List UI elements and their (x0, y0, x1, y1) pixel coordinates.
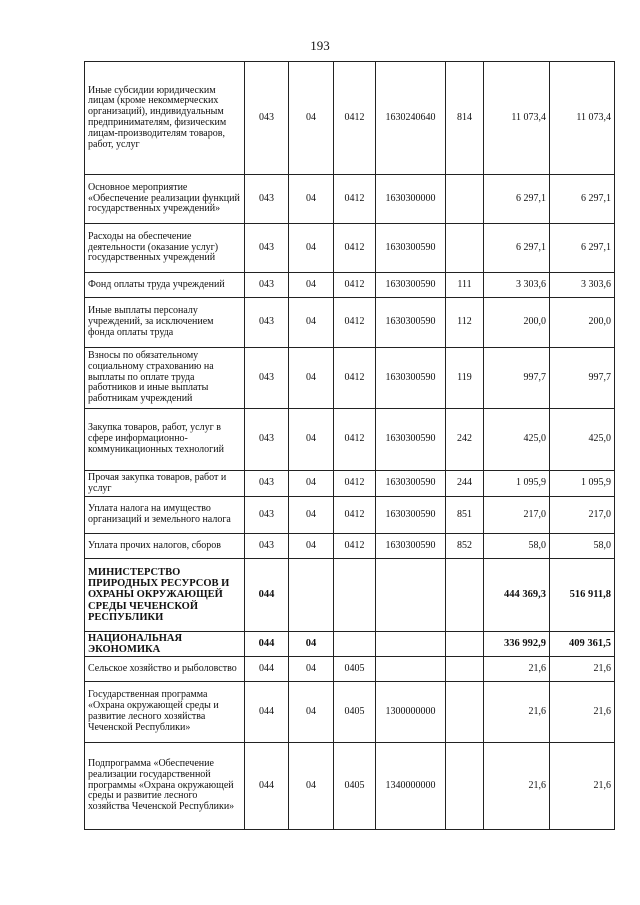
row-rz: 04 (289, 471, 334, 497)
row-rz: 04 (289, 743, 334, 830)
table-row (85, 62, 615, 175)
row-prz: 0412 (334, 471, 376, 497)
row-name: Прочая закупка товаров, работ и услуг (85, 471, 245, 497)
row-name: Иные выплаты персоналу учреждений, за исключением фонда оплаты труда (85, 298, 245, 348)
row-name: Государственная программа «Охрана окружающей среды и развитие лесного хозяйства Чеченской Республики» (85, 682, 245, 743)
row-name: Иные субсидии юридическим лицам (кроме некоммерческих организаций), индивидуальным предпринимателям, физическим лицам-производителям товаров, работ, услуг (85, 62, 245, 175)
row-name: Закупка товаров, работ, услуг в сфере информационно-коммуникационных технологий (85, 409, 245, 471)
row-sum-1: 21,6 (484, 743, 550, 830)
table-row (85, 657, 615, 682)
row-sum-1: 21,6 (484, 657, 550, 682)
row-sum-1: 21,6 (484, 682, 550, 743)
row-prz: 0412 (334, 175, 376, 224)
row-csr (376, 657, 446, 682)
row-ved: 043 (245, 348, 289, 409)
row-vr (446, 632, 484, 657)
row-sum-2: 11 073,4 (550, 62, 615, 175)
row-vr: 814 (446, 62, 484, 175)
row-vr: 112 (446, 298, 484, 348)
row-sum-2: 21,6 (550, 743, 615, 830)
table-row (85, 682, 615, 743)
row-sum-1: 444 369,3 (484, 559, 550, 632)
row-prz: 0412 (334, 534, 376, 559)
row-ved: 044 (245, 657, 289, 682)
row-prz: 0412 (334, 224, 376, 273)
row-rz: 04 (289, 632, 334, 657)
row-csr: 1630300590 (376, 497, 446, 534)
row-rz: 04 (289, 682, 334, 743)
row-ved: 044 (245, 743, 289, 830)
row-rz: 04 (289, 298, 334, 348)
row-sum-1: 336 992,9 (484, 632, 550, 657)
page-number: 193 (310, 38, 330, 53)
row-vr (446, 657, 484, 682)
row-prz (334, 559, 376, 632)
row-ved: 043 (245, 175, 289, 224)
row-sum-1: 217,0 (484, 497, 550, 534)
table-row (85, 298, 615, 348)
row-ved: 043 (245, 298, 289, 348)
row-vr: 851 (446, 497, 484, 534)
row-sum-1: 425,0 (484, 409, 550, 471)
row-name: Уплата налога на имущество организаций и земельного налога (85, 497, 245, 534)
row-sum-2: 425,0 (550, 409, 615, 471)
row-sum-2: 516 911,8 (550, 559, 615, 632)
table-row (85, 409, 615, 471)
row-prz (334, 632, 376, 657)
row-ved: 043 (245, 471, 289, 497)
row-csr: 1630240640 (376, 62, 446, 175)
budget-table (84, 61, 615, 830)
row-vr: 111 (446, 273, 484, 298)
row-rz: 04 (289, 175, 334, 224)
row-sum-2: 997,7 (550, 348, 615, 409)
row-rz: 04 (289, 497, 334, 534)
row-prz: 0412 (334, 409, 376, 471)
row-prz: 0412 (334, 298, 376, 348)
row-vr (446, 743, 484, 830)
row-vr: 242 (446, 409, 484, 471)
row-csr (376, 632, 446, 657)
row-name: Сельское хозяйство и рыболовство (85, 657, 245, 682)
row-rz (289, 559, 334, 632)
row-name: МИНИСТЕРСТВО ПРИРОДНЫХ РЕСУРСОВ И ОХРАНЫ ОКРУЖАЮЩЕЙ СРЕДЫ ЧЕЧЕНСКОЙ РЕСПУБЛИКИ (85, 559, 245, 632)
row-vr (446, 175, 484, 224)
row-vr (446, 559, 484, 632)
row-sum-1: 997,7 (484, 348, 550, 409)
table-row (85, 534, 615, 559)
row-sum-2: 6 297,1 (550, 224, 615, 273)
row-csr: 1630300590 (376, 348, 446, 409)
row-sum-1: 3 303,6 (484, 273, 550, 298)
row-csr (376, 559, 446, 632)
row-rz: 04 (289, 534, 334, 559)
row-csr: 1300000000 (376, 682, 446, 743)
row-prz: 0412 (334, 62, 376, 175)
table-row (85, 273, 615, 298)
row-vr: 852 (446, 534, 484, 559)
row-ved: 043 (245, 224, 289, 273)
row-rz: 04 (289, 62, 334, 175)
row-name: Расходы на обеспечение деятельности (оказание услуг) государственных учреждений (85, 224, 245, 273)
row-sum-1: 6 297,1 (484, 224, 550, 273)
row-vr: 119 (446, 348, 484, 409)
row-sum-1: 6 297,1 (484, 175, 550, 224)
row-ved: 043 (245, 409, 289, 471)
table-row (85, 743, 615, 830)
row-ved: 044 (245, 682, 289, 743)
row-prz: 0412 (334, 273, 376, 298)
table-row (85, 559, 615, 632)
row-sum-2: 21,6 (550, 657, 615, 682)
table-row (85, 632, 615, 657)
row-prz: 0405 (334, 657, 376, 682)
table-row (85, 471, 615, 497)
row-sum-2: 409 361,5 (550, 632, 615, 657)
row-sum-1: 1 095,9 (484, 471, 550, 497)
row-csr: 1630300590 (376, 273, 446, 298)
table-row (85, 497, 615, 534)
row-rz: 04 (289, 657, 334, 682)
row-vr (446, 224, 484, 273)
row-ved: 044 (245, 632, 289, 657)
row-sum-2: 21,6 (550, 682, 615, 743)
row-prz: 0405 (334, 743, 376, 830)
row-csr: 1630300590 (376, 409, 446, 471)
row-ved: 043 (245, 62, 289, 175)
row-vr (446, 682, 484, 743)
row-csr: 1630300590 (376, 534, 446, 559)
row-name: Фонд оплаты труда учреждений (85, 273, 245, 298)
row-sum-2: 3 303,6 (550, 273, 615, 298)
row-rz: 04 (289, 409, 334, 471)
row-prz: 0405 (334, 682, 376, 743)
row-ved: 044 (245, 559, 289, 632)
row-ved: 043 (245, 497, 289, 534)
row-name: Уплата прочих налогов, сборов (85, 534, 245, 559)
row-rz: 04 (289, 273, 334, 298)
row-rz: 04 (289, 348, 334, 409)
row-ved: 043 (245, 273, 289, 298)
row-csr: 1630300590 (376, 224, 446, 273)
table-row (85, 224, 615, 273)
row-csr: 1340000000 (376, 743, 446, 830)
row-rz: 04 (289, 224, 334, 273)
row-prz: 0412 (334, 497, 376, 534)
row-name: Основное мероприятие «Обеспечение реализации функций государственных учреждений» (85, 175, 245, 224)
table-row (85, 348, 615, 409)
row-name: НАЦИОНАЛЬНАЯ ЭКОНОМИКА (85, 632, 245, 657)
row-csr: 1630300590 (376, 471, 446, 497)
row-sum-2: 200,0 (550, 298, 615, 348)
row-ved: 043 (245, 534, 289, 559)
row-sum-2: 217,0 (550, 497, 615, 534)
row-sum-2: 6 297,1 (550, 175, 615, 224)
row-sum-1: 11 073,4 (484, 62, 550, 175)
row-prz: 0412 (334, 348, 376, 409)
row-sum-1: 58,0 (484, 534, 550, 559)
row-sum-2: 58,0 (550, 534, 615, 559)
row-csr: 1630300000 (376, 175, 446, 224)
row-sum-2: 1 095,9 (550, 471, 615, 497)
row-name: Подпрограмма «Обеспечение реализации государственной программы «Охрана окружающей среды и развитие лесного хозяйства Чеченской Республики» (85, 743, 245, 830)
row-csr: 1630300590 (376, 298, 446, 348)
row-sum-1: 200,0 (484, 298, 550, 348)
row-vr: 244 (446, 471, 484, 497)
row-name: Взносы по обязательному социальному страхованию на выплаты по оплате труда работников и иные выплаты работникам учреждений (85, 348, 245, 409)
table-row (85, 175, 615, 224)
